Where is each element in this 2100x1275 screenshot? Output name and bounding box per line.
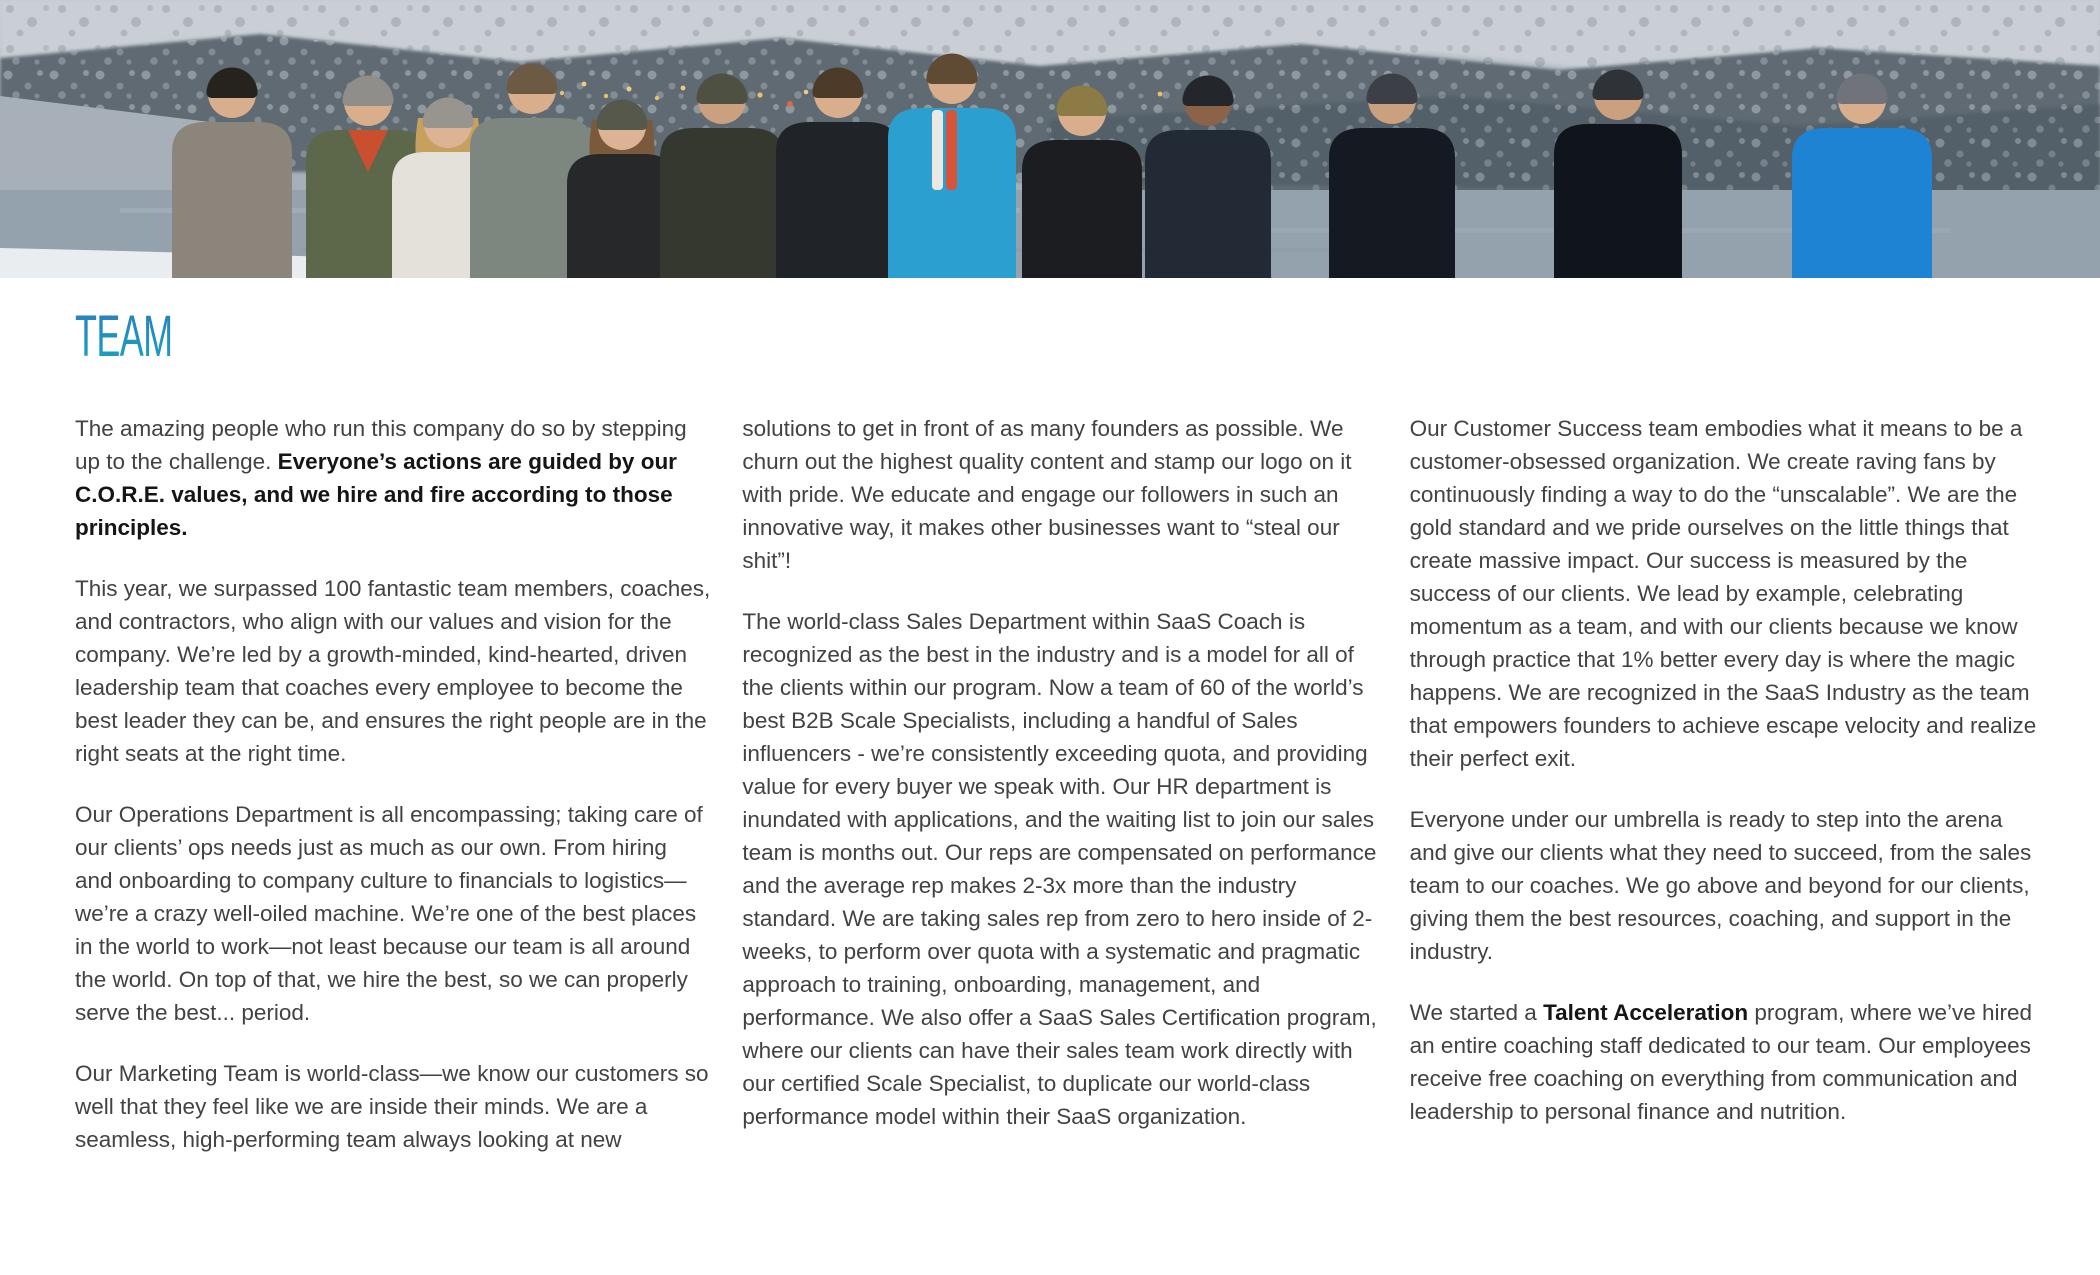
paragraph: The amazing people who run this company do so by stepping up to the challenge. Everyone’s actions are guided by our C.O.R.E. values, and we hire and fire according to those principles. bbox=[75, 416, 687, 540]
text-column-1 bbox=[75, 412, 710, 1156]
paragraph: This year, we surpassed 100 fantastic team members, coaches, and contractors, who align with our values and vision for the company. We’re led by a growth-minded, kind-hearted, driven leadership team that coaches every employee to become the best leader they can be, and ensures the right people are in the right seats at the right time. bbox=[75, 576, 711, 766]
paragraph: Everyone under our umbrella is ready to step into the arena and give our clients what they need to succeed, from the sales team to our coaches. We go above and beyond for our clients, giving them the best resources, coaching, and support in the industry. bbox=[1409, 807, 2032, 964]
paragraph: solutions to get in front of as many founders as possible. We churn out the highest quality content and stamp our logo on it with pride. We educate and engage our followers in such an innovative way, it makes other businesses want to “steal our shit”! bbox=[742, 416, 1352, 573]
text-columns bbox=[75, 412, 2045, 1156]
text-column-2 bbox=[742, 412, 1377, 1156]
paragraph: Our Operations Department is all encompassing; taking care of our clients’ ops needs just as much as our own. From hiring and onboarding to company culture to financials to logistics—we’re a crazy well-oiled machine. We’re one of the best places in the world to work—not least because our team is all around the world. On top of that, we hire the best, so we can properly serve the best... period. bbox=[75, 802, 703, 1025]
paragraph: We started a Talent Acceleration program, where we’ve hired an entire coaching staff dedicated to our team. Our employees receive free coaching on everything from communication and leadership to personal finance and nutrition. bbox=[1409, 1000, 2033, 1124]
paragraph: Our Marketing Team is world-class—we know our customers so well that they feel like we are inside their minds. We are a seamless, high-performing team always looking at new bbox=[75, 1061, 709, 1152]
text-column-3 bbox=[1410, 412, 2045, 1156]
paragraph: Our Customer Success team embodies what it means to be a customer-obsessed organization. We create raving fans by continuously finding a way to do the “unscalable”. We are the gold standard and we pride ourselves on the little things that create massive impact. Our success is measured by the success of our clients. We lead by example, celebrating momentum as a team, and with our clients because we know through practice that 1% better every day is where the magic happens. We are recognized in the SaaS Industry as the team that empowers founders to achieve escape velocity and realize their perfect exit. bbox=[1409, 416, 2037, 771]
paragraph: The world-class Sales Department within SaaS Coach is recognized as the best in the industry and is a model for all of the clients within our program. Now a team of 60 of the world’s best B2B Scale Specialists, including a handful of Sales influencers - we’re consistently exceeding quota, and providing value for every buyer we speak with. Our HR department is inundated with applications, and the waiting list to join our sales team is months out. Our reps are compensated on performance and the average rep makes 2-3x more than the industry standard. We are taking sales rep from zero to hero inside of 2-weeks, to perform over quota with a systematic and pragmatic approach to training, onboarding, management, and performance. We also offer a SaaS Sales Certification program, where our clients can have their sales team work directly with our certified Scale Specialist, to duplicate our world-class performance model within their SaaS organization. bbox=[742, 609, 1377, 1129]
team-photo bbox=[0, 0, 2100, 278]
page-title: TEAM bbox=[75, 304, 173, 369]
team-section bbox=[0, 304, 2100, 1156]
